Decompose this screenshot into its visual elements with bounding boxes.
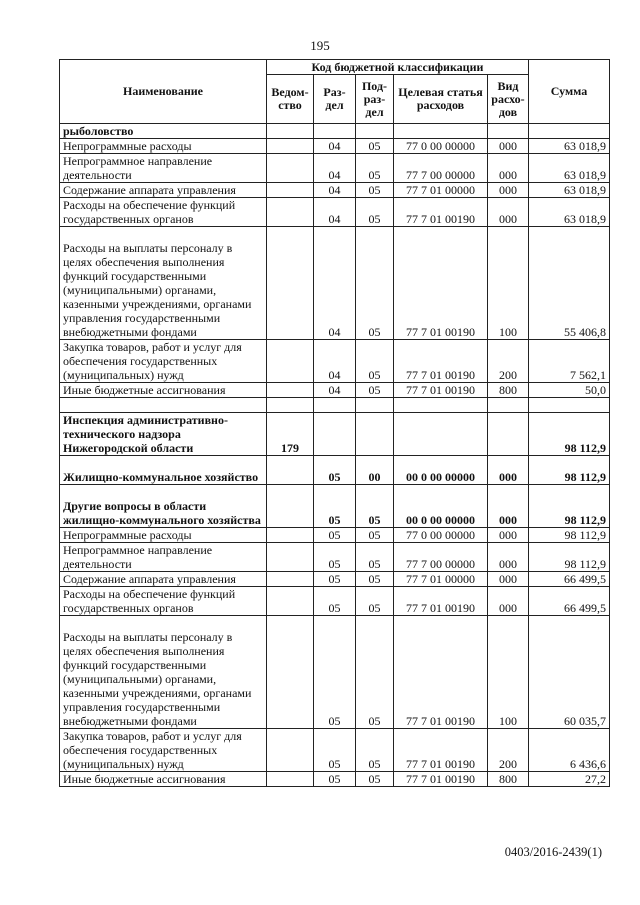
header-sum: Сумма <box>529 60 610 124</box>
cell-razdel: 04 <box>314 383 356 398</box>
cell-razdel: 05 <box>314 485 356 528</box>
table-row <box>60 528 610 543</box>
cell-vedomstvo <box>267 340 314 383</box>
cell-vedomstvo <box>267 543 314 572</box>
cell-podrazdel: 05 <box>356 383 394 398</box>
header-razdel: Раз-дел <box>314 75 356 124</box>
cell-sum: 66 499,5 <box>529 587 610 616</box>
cell-expense-type <box>488 124 529 139</box>
cell-expense-type: 100 <box>488 227 529 340</box>
cell-vedomstvo: 179 <box>267 413 314 456</box>
cell-target-article <box>394 124 488 139</box>
table-row <box>60 572 610 587</box>
cell-target-article: 77 7 01 00190 <box>394 729 488 772</box>
cell-razdel: 04 <box>314 139 356 154</box>
cell-name: Другие вопросы в области жилищно-коммунального хозяйства <box>60 485 267 528</box>
table-row <box>60 398 610 413</box>
cell-target-article: 77 7 01 00190 <box>394 772 488 787</box>
cell-podrazdel <box>356 413 394 456</box>
cell-razdel: 05 <box>314 543 356 572</box>
cell-expense-type: 000 <box>488 139 529 154</box>
header-target-article: Целевая статья расходов <box>394 75 488 124</box>
cell-vedomstvo <box>267 124 314 139</box>
table-row <box>60 383 610 398</box>
cell-name: Закупка товаров, работ и услуг для обеспечения государственных (муниципальных) нужд <box>60 340 267 383</box>
cell-podrazdel: 05 <box>356 772 394 787</box>
cell-podrazdel: 05 <box>356 729 394 772</box>
cell-name: Непрограммные расходы <box>60 139 267 154</box>
cell-podrazdel: 05 <box>356 572 394 587</box>
cell-expense-type: 000 <box>488 183 529 198</box>
cell-podrazdel: 05 <box>356 528 394 543</box>
cell-target-article: 00 0 00 00000 <box>394 485 488 528</box>
cell-target-article <box>394 398 488 413</box>
cell-razdel: 05 <box>314 587 356 616</box>
table-row <box>60 183 610 198</box>
cell-name <box>60 398 267 413</box>
cell-name: Иные бюджетные ассигнования <box>60 383 267 398</box>
header-classification-code: Код бюджетной классификации <box>267 60 529 75</box>
cell-expense-type: 000 <box>488 572 529 587</box>
document-code: 0403/2016-2439(1) <box>504 845 602 859</box>
cell-sum: 98 112,9 <box>529 528 610 543</box>
cell-expense-type: 000 <box>488 456 529 485</box>
cell-podrazdel: 05 <box>356 227 394 340</box>
cell-podrazdel: 05 <box>356 485 394 528</box>
cell-name: Содержание аппарата управления <box>60 183 267 198</box>
cell-target-article: 77 7 01 00000 <box>394 572 488 587</box>
cell-sum: 6 436,6 <box>529 729 610 772</box>
cell-expense-type: 000 <box>488 543 529 572</box>
cell-target-article: 77 7 01 00190 <box>394 616 488 729</box>
cell-name: Расходы на выплаты персоналу в целях обеспечения выполнения функций государственными (муниципальными) органами, казенными учреждениями, органами управления государственными внебюджетными фондами <box>60 227 267 340</box>
cell-expense-type: 000 <box>488 528 529 543</box>
cell-vedomstvo <box>267 587 314 616</box>
table-row <box>60 413 610 456</box>
table-row <box>60 616 610 729</box>
cell-target-article: 77 7 00 00000 <box>394 154 488 183</box>
cell-vedomstvo <box>267 398 314 413</box>
cell-vedomstvo <box>267 572 314 587</box>
cell-podrazdel: 05 <box>356 543 394 572</box>
cell-razdel <box>314 398 356 413</box>
cell-sum: 98 112,9 <box>529 485 610 528</box>
cell-target-article: 00 0 00 00000 <box>394 456 488 485</box>
cell-razdel: 05 <box>314 572 356 587</box>
cell-razdel <box>314 413 356 456</box>
cell-vedomstvo <box>267 139 314 154</box>
cell-target-article: 77 7 00 00000 <box>394 543 488 572</box>
table-row <box>60 587 610 616</box>
cell-target-article: 77 7 01 00190 <box>394 340 488 383</box>
cell-name: Расходы на выплаты персоналу в целях обеспечения выполнения функций государственными (муниципальными) органами, казенными учреждениями, органами управления государственными внебюджетными фондами <box>60 616 267 729</box>
cell-sum: 98 112,9 <box>529 413 610 456</box>
cell-target-article: 77 7 01 00000 <box>394 183 488 198</box>
table-row <box>60 154 610 183</box>
cell-razdel: 05 <box>314 729 356 772</box>
cell-sum: 7 562,1 <box>529 340 610 383</box>
header-podrazdel: Под-раз-дел <box>356 75 394 124</box>
cell-vedomstvo <box>267 154 314 183</box>
cell-vedomstvo <box>267 729 314 772</box>
cell-podrazdel: 05 <box>356 139 394 154</box>
cell-name: рыболовство <box>60 124 267 139</box>
table-row <box>60 729 610 772</box>
cell-target-article: 77 7 01 00190 <box>394 227 488 340</box>
cell-sum: 63 018,9 <box>529 183 610 198</box>
cell-vedomstvo <box>267 616 314 729</box>
cell-podrazdel: 05 <box>356 616 394 729</box>
cell-sum: 63 018,9 <box>529 198 610 227</box>
cell-sum: 63 018,9 <box>529 139 610 154</box>
header-name: Наименование <box>60 60 267 124</box>
cell-target-article: 77 7 01 00190 <box>394 198 488 227</box>
cell-vedomstvo <box>267 198 314 227</box>
cell-expense-type: 800 <box>488 383 529 398</box>
cell-name: Инспекция административно-технического надзора Нижегородской области <box>60 413 267 456</box>
budget-table <box>59 59 610 787</box>
cell-vedomstvo <box>267 227 314 340</box>
cell-name: Непрограммное направление деятельности <box>60 154 267 183</box>
cell-razdel: 04 <box>314 154 356 183</box>
cell-podrazdel: 05 <box>356 587 394 616</box>
header-vedomstvo: Ведом-ство <box>267 75 314 124</box>
cell-expense-type: 000 <box>488 154 529 183</box>
cell-vedomstvo <box>267 183 314 198</box>
table-row <box>60 227 610 340</box>
cell-razdel: 04 <box>314 340 356 383</box>
cell-target-article: 77 0 00 00000 <box>394 139 488 154</box>
cell-name: Иные бюджетные ассигнования <box>60 772 267 787</box>
cell-expense-type: 100 <box>488 616 529 729</box>
cell-expense-type: 200 <box>488 340 529 383</box>
cell-vedomstvo <box>267 485 314 528</box>
cell-podrazdel: 00 <box>356 456 394 485</box>
cell-razdel <box>314 124 356 139</box>
cell-target-article: 77 0 00 00000 <box>394 528 488 543</box>
cell-podrazdel <box>356 124 394 139</box>
cell-sum: 50,0 <box>529 383 610 398</box>
cell-podrazdel <box>356 398 394 413</box>
cell-sum <box>529 398 610 413</box>
cell-target-article: 77 7 01 00190 <box>394 383 488 398</box>
cell-name: Непрограммное направление деятельности <box>60 543 267 572</box>
table-row <box>60 485 610 528</box>
cell-sum: 60 035,7 <box>529 616 610 729</box>
cell-name: Закупка товаров, работ и услуг для обеспечения государственных (муниципальных) нужд <box>60 729 267 772</box>
table-row <box>60 456 610 485</box>
cell-razdel: 05 <box>314 456 356 485</box>
cell-sum: 27,2 <box>529 772 610 787</box>
table-row <box>60 543 610 572</box>
cell-target-article <box>394 413 488 456</box>
header-expense-type: Вид расхо-дов <box>488 75 529 124</box>
cell-razdel: 04 <box>314 183 356 198</box>
cell-sum <box>529 124 610 139</box>
cell-podrazdel: 05 <box>356 183 394 198</box>
cell-razdel: 04 <box>314 227 356 340</box>
cell-expense-type: 800 <box>488 772 529 787</box>
cell-sum: 55 406,8 <box>529 227 610 340</box>
cell-name: Непрограммные расходы <box>60 528 267 543</box>
cell-name: Жилищно-коммунальное хозяйство <box>60 456 267 485</box>
cell-podrazdel: 05 <box>356 340 394 383</box>
cell-vedomstvo <box>267 456 314 485</box>
cell-expense-type: 200 <box>488 729 529 772</box>
cell-name: Расходы на обеспечение функций государственных органов <box>60 587 267 616</box>
cell-sum: 63 018,9 <box>529 154 610 183</box>
cell-name: Содержание аппарата управления <box>60 572 267 587</box>
cell-razdel: 04 <box>314 198 356 227</box>
cell-sum: 98 112,9 <box>529 543 610 572</box>
cell-target-article: 77 7 01 00190 <box>394 587 488 616</box>
cell-razdel: 05 <box>314 528 356 543</box>
cell-expense-type <box>488 413 529 456</box>
cell-vedomstvo <box>267 772 314 787</box>
cell-sum: 98 112,9 <box>529 456 610 485</box>
cell-vedomstvo <box>267 528 314 543</box>
cell-expense-type: 000 <box>488 587 529 616</box>
table-row <box>60 139 610 154</box>
cell-name: Расходы на обеспечение функций государственных органов <box>60 198 267 227</box>
table-row <box>60 198 610 227</box>
cell-razdel: 05 <box>314 772 356 787</box>
cell-podrazdel: 05 <box>356 154 394 183</box>
cell-expense-type: 000 <box>488 485 529 528</box>
cell-vedomstvo <box>267 383 314 398</box>
table-row <box>60 340 610 383</box>
table-row <box>60 124 610 139</box>
cell-razdel: 05 <box>314 616 356 729</box>
page-number: 195 <box>310 38 330 53</box>
cell-expense-type <box>488 398 529 413</box>
table-body <box>60 124 610 787</box>
cell-podrazdel: 05 <box>356 198 394 227</box>
cell-expense-type: 000 <box>488 198 529 227</box>
table-row <box>60 772 610 787</box>
cell-sum: 66 499,5 <box>529 572 610 587</box>
table-header <box>60 60 610 124</box>
